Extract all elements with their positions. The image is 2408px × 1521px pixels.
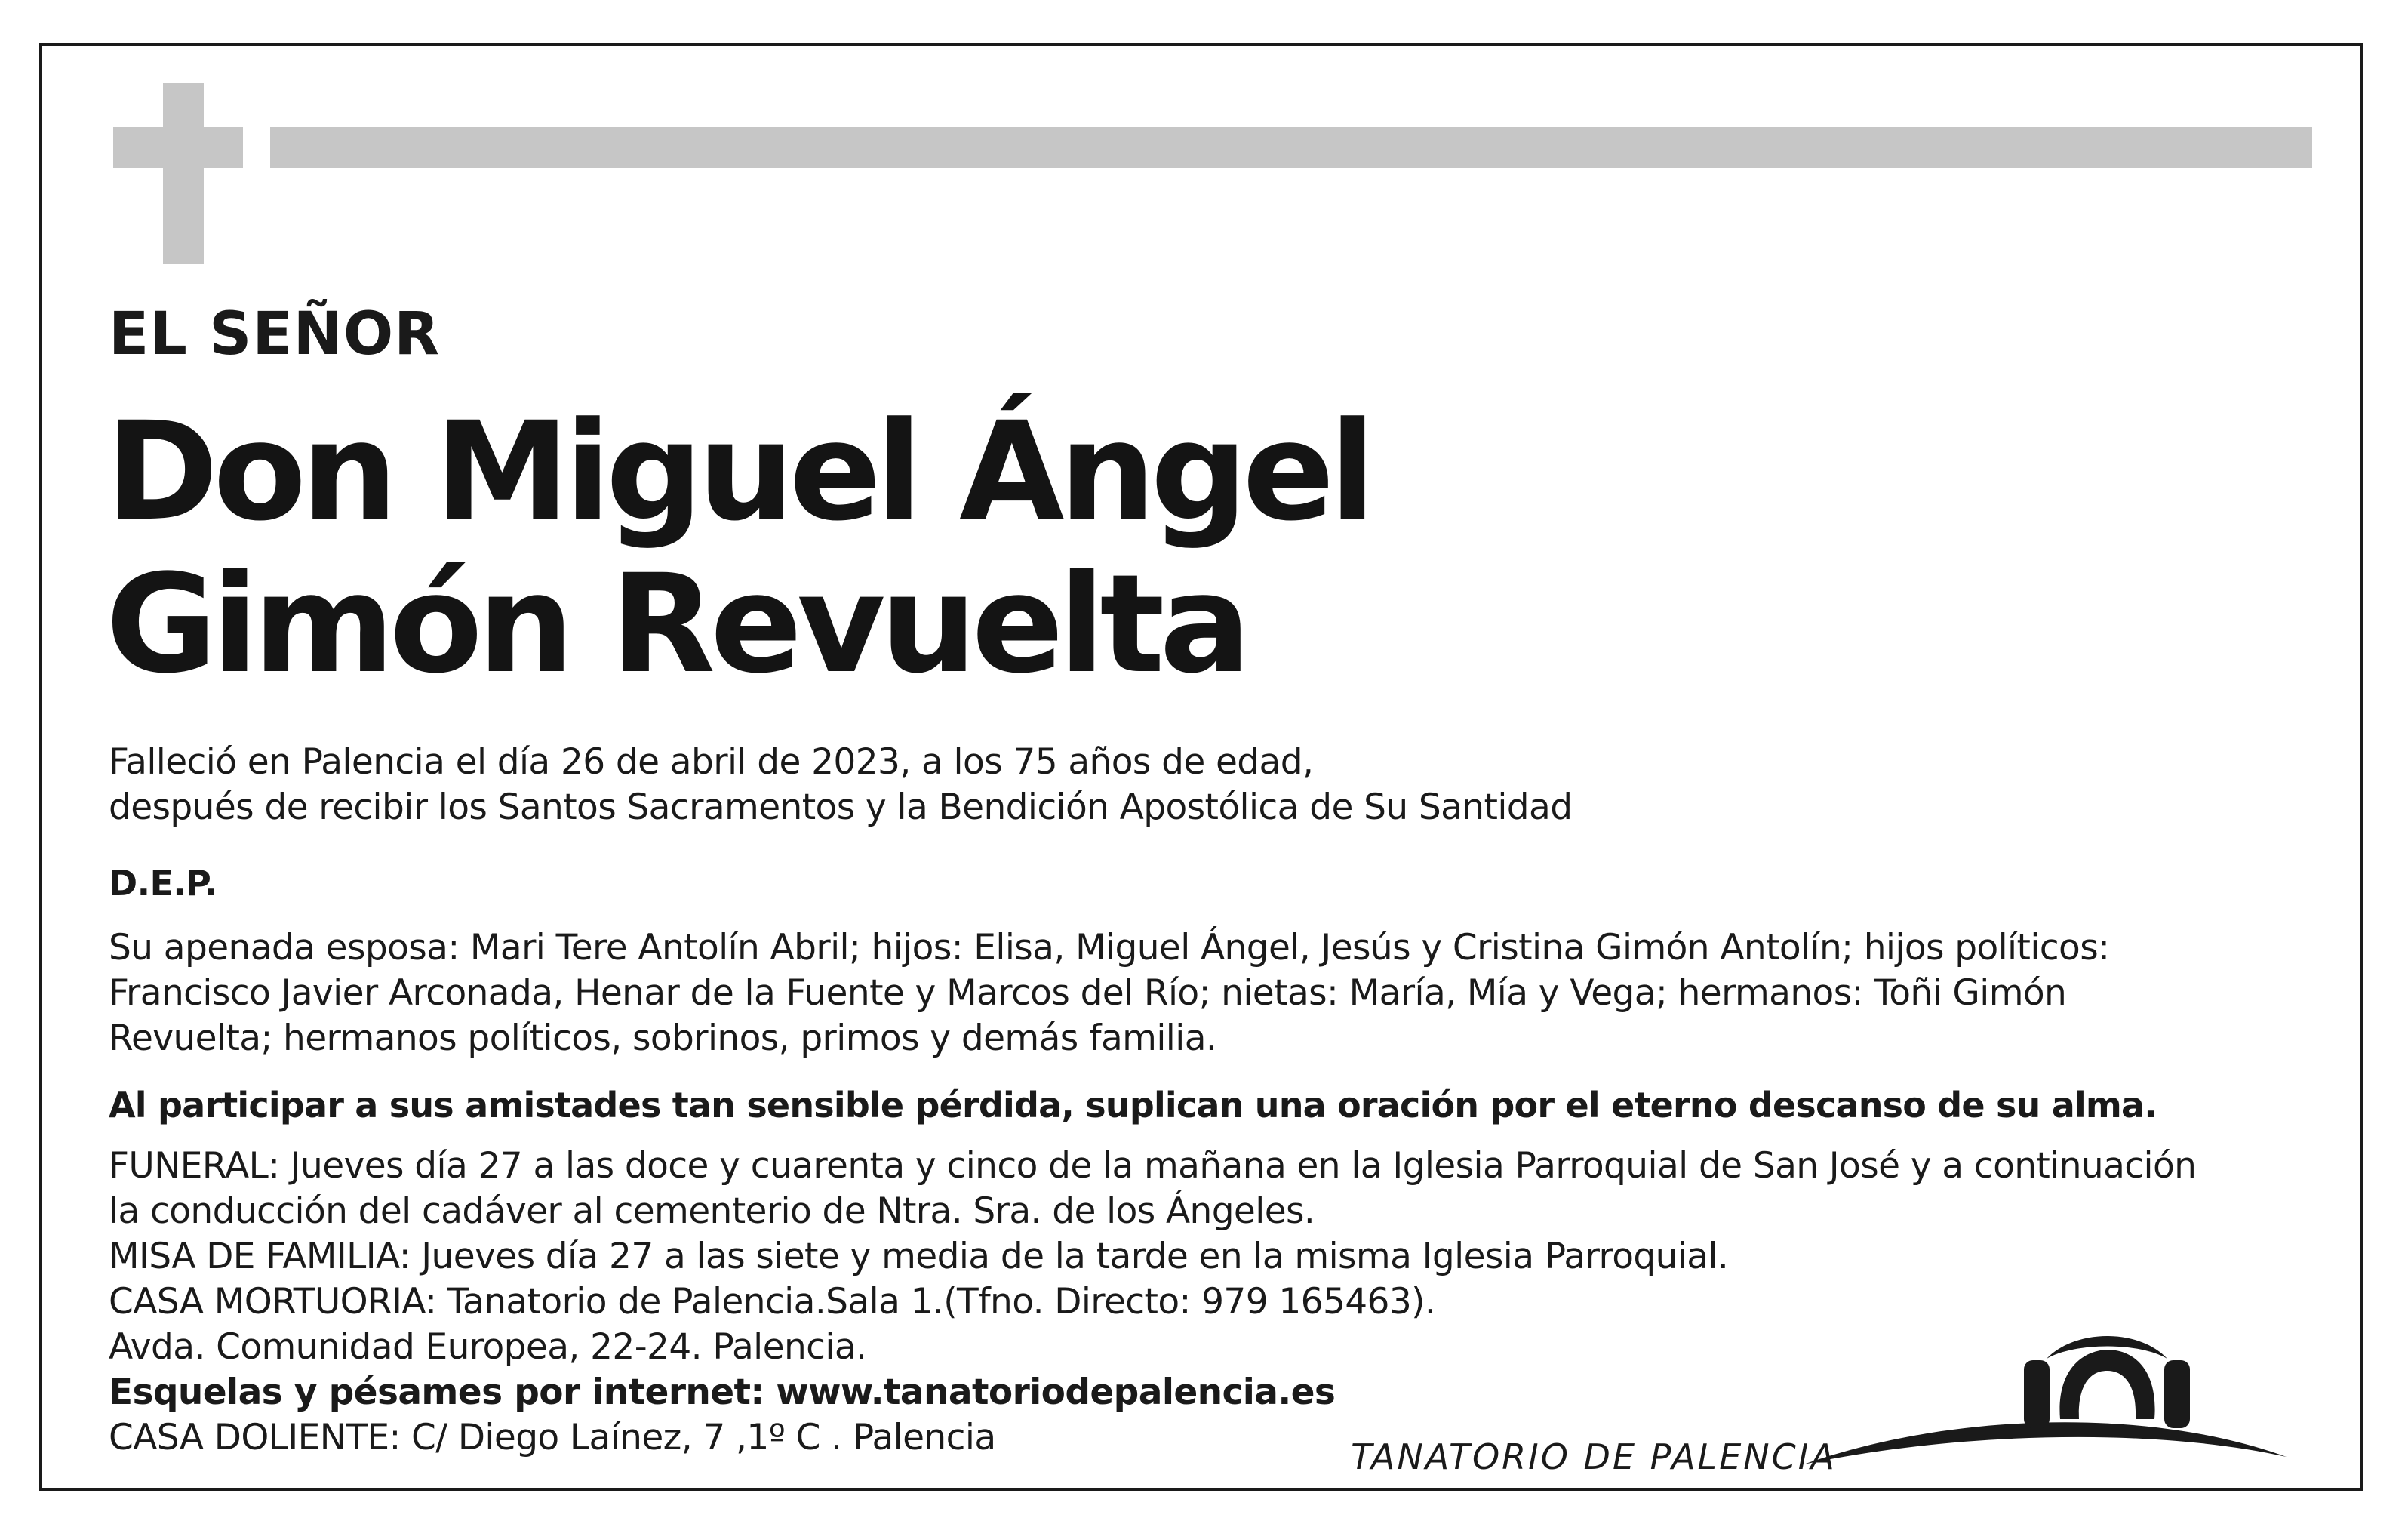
funeral-line-1: FUNERAL: Jueves día 27 a las doce y cuarenta y cinco de la mañana en la Iglesia Parroquial de San José y a continuación — [109, 1145, 2197, 1187]
death-notice — [109, 740, 1572, 830]
death-notice-line-1: Falleció en Palencia el día 26 de abril de 2023, a los 75 años de edad, — [109, 741, 1314, 783]
family-line-1: Su apenada esposa: Mari Tere Antolín Abril; hijos: Elisa, Miguel Ángel, Jesús y Cristina Gimón Antolín; hijos políticos: — [109, 927, 2110, 968]
prayer-request: Al participar a sus amistades tan sensible pérdida, suplican una oración por el eterno descanso de su alma. — [109, 1085, 2157, 1125]
name-line-1: Don Miguel Ángel — [106, 393, 1371, 551]
funeral-line-2: la conducción del cadáver al cementerio de Ntra. Sra. de los Ángeles. — [109, 1190, 1315, 1232]
dep-label: D.E.P. — [109, 863, 217, 904]
misa-familia: MISA DE FAMILIA: Jueves día 27 a las siete y media de la tarde en la misma Iglesia Parroquial. — [109, 1236, 1729, 1277]
title-prefix: EL SEÑOR — [109, 300, 441, 368]
name-line-2: Gimón Revuelta — [106, 546, 1246, 704]
deceased-name — [106, 393, 1371, 704]
tanatorio-logo-text: TANATORIO DE PALENCIA — [1351, 1436, 1837, 1477]
casa-mortuoria: CASA MORTUORIA: Tanatorio de Palencia.Sala 1.(Tfno. Directo: 979 165463). — [109, 1281, 1436, 1322]
family-line-3: Revuelta; hermanos políticos, sobrinos, primos y demás familia. — [109, 1018, 1217, 1059]
internet-link[interactable]: Esquelas y pésames por internet: www.tanatoriodepalencia.es — [109, 1372, 1336, 1413]
cross-icon-arm — [113, 127, 243, 168]
family-list — [109, 925, 2109, 1061]
family-line-2: Francisco Javier Arconada, Henar de la Fuente y Marcos del Río; nietas: María, Mía y Vega; hermanos: Toñi Gimón — [109, 972, 2067, 1014]
address: Avda. Comunidad Europea, 22-24. Palencia. — [109, 1326, 867, 1368]
death-notice-line-2: después de recibir los Santos Sacramentos y la Bendición Apostólica de Su Santidad — [109, 787, 1573, 828]
casa-doliente: CASA DOLIENTE: C/ Diego Laínez, 7 ,1º C . Palencia — [109, 1417, 996, 1458]
cross-icon — [163, 83, 204, 264]
header-bar — [270, 127, 2312, 168]
